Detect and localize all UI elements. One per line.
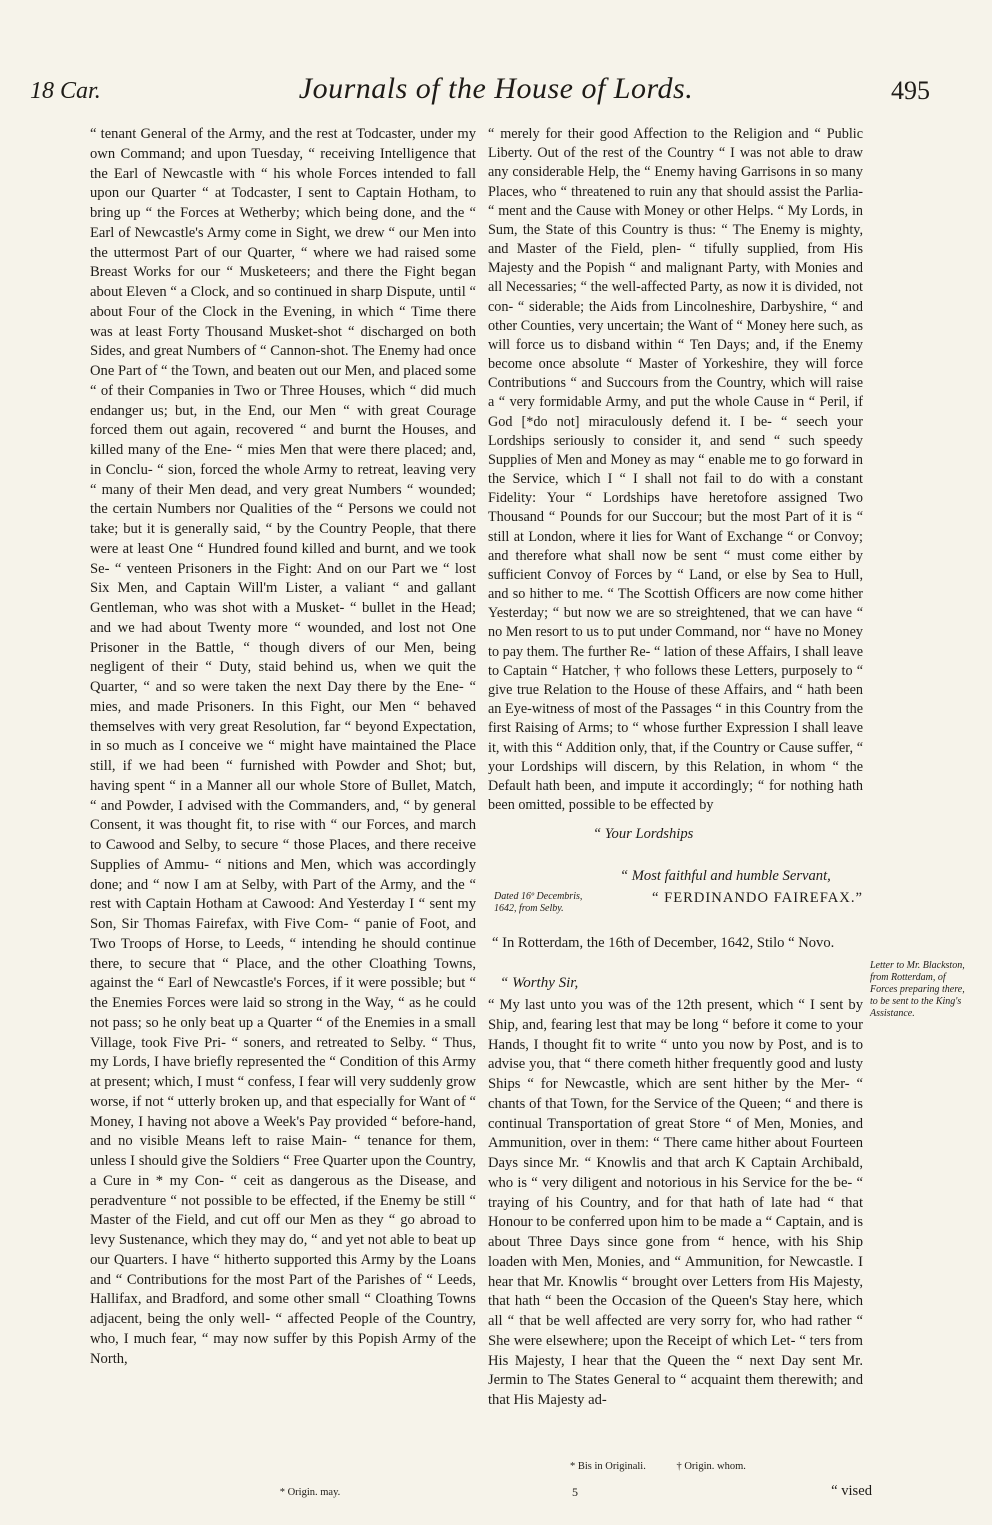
footnote-bis: * Bis in Originali. [570, 1461, 646, 1472]
column-left-text [90, 125, 476, 1369]
letter2-body [488, 996, 863, 1411]
margin-note: Letter to Mr. Blackston, from Rotterdam, of Forces preparing there, to be sent to the King's Assistance. [870, 960, 965, 1019]
your-lordships: “ Your Lordships [593, 826, 694, 842]
page-header [0, 68, 992, 118]
letter-closing [488, 824, 863, 844]
footnotes-col2 [570, 1461, 800, 1472]
closing-servant: “ Most faithful and humble Servant, [620, 868, 831, 884]
letter1-body-part2: “ merely for their good Affection to the Religion and “ Public Liberty. Out of the rest of the Country “ I was not able to draw any considerable Help, the “ Enemy having Garrisons in so many Places, who “ threatened to ruin any that should assist the Parlia- “ ment and the Cause with Money or other Helps. “ My Lords, in Sum, the State of this Country is thus: “ The Enemy is mighty, and Master of the Field, plen- “ tifully supplied, from His Majesty and the Popish “ and malignant Party, with Monies and all Necessaries; “ the well-affected Party, as now it is divided, not con- “ siderable; the Aids from Lincolneshire, Darbyshire, “ and other Counties, very uncertain; the Want of “ Money here such, as will force us to disband within “ Ten Days; and, if the Enemy become once absolute “ Master of Yorkeshire, they will force Contributions “ and Succours from the Country, which will raise a “ very formidable Army, and put the whole Cause in “ Peril, if God [*do not] miraculously defend it. I be- “ seech your Lordships seriously to consider it, and send “ such speedy Supplies of Men and Money as may “ enable me to go forward in the Service, which I “ I shall not fail to do with a constant Fidelity: Your “ Lordships have heretofore assigned Two Thousand “ Pounds for our Succour; but the most Part of it is “ still at London, where it lies for Want of Exchange “ or Convoy; and therefore what shall now be sent “ must come either by sufficient Convoy of Forces by “ Land, or else by Sea to Hull, and so hither to me. “ The Scottish Officers are now come hither Yesterday; “ but now we are so streightened, that we can have “ no Men resort to us to put under Command, nor “ have no Money to pay them. The further Re- “ lation of these Affairs, I shall leave to Captain “ Hatcher, † who follows these Letters, purposely to “ give true Relation to the House of these Affairs, and “ hath been an Eye-witness of most of the Passages “ in this Country from the first Raising of Arms; to “ whose further Expression I shall leave it, with this “ Addition only, that, if the Country or Cause suffer, “ your Lordships will discern, by this Relation, in whom “ the Default hath been, and impute it accordingly; “ for nothing hath been omitted, possible to be effected by [488, 126, 863, 814]
dated-note: Dated 16º Decembris, 1642, from Selby. [494, 891, 583, 914]
letter2-salutation: “ Worthy Sir, [500, 975, 579, 991]
letter2-body-text: “ My last unto you was of the 12th present, which “ I sent by Ship, and, fearing lest that may be long “ before it come to your Hands, I thought fit to write “ unto you now by Post, and is to advise you, that “ there cometh hither frequently good and lusty Ships “ for Newcastle, which are sent hither by the Mer- “ chants of that Town, for the Service of the Queen; “ and there is continual Transportation of great Store “ of Men, Monies, and Ammunition, over in them: “ There came hither about Fourteen Days since Mr. “ Knowlis and that arch K Captain Archibald, who is “ very diligent and notorious in his Service for the be- “ traying of his Country, and for that hath of late had “ that Honour to be conferred upon him to be made a “ Captain, and is about Three Days since gone from “ hence, with his Ship loaden with Men, Monies, and “ Ammunition, for Newcastle. I hear that Mr. Knowlis “ brought over Letters from His Majesty, that hath “ been the Occasion of the Queen's Stay here, which all “ that be well affected are very sorry for, who had rather “ She were elsewhere; upon the Receipt of which Let- “ ters from His Majesty, I hear that the Queen the “ next Day sent Mr. Jermin to The States General to “ acquaint them therewith; and that His Majesty ad- [488, 997, 863, 1408]
column-right-text [488, 125, 863, 815]
footnote-col1: * Origin. may. [279, 1487, 341, 1498]
signature-fairefax: “ FERDINANDO FAIREFAX.” [652, 890, 863, 906]
letter1-body-part1: “ tenant General of the Army, and the rest at Todcaster, under my own Command; and upon Tuesday, “ receiving Intelligence that the Earl of Newcastle with “ his whole Forces intended to fall upon our Quarter “ at Todcaster, I sent to Captain Hotham, to bring up “ the Forces at Wetherby; which being done, and the “ Earl of Newcastle's Army come in Sight, we drew “ our Men into the uttermost Part of our Quarter, “ where we had raised some Breast Works for our “ Musketeers; and there the Fight began about Eleven “ a Clock, and so continued in sharp Dispute, until “ about Four of the Clock in the Evening, in which “ Time there was at least Forty Thousand Musket-shot “ discharged on both Sides, and great Numbers of “ Cannon-shot. The Enemy had once One Part of “ the Town, and beaten out our Men, and placed some “ of their Companies in Two or Three Houses, which “ did much endanger us; but, in the End, our Men “ with great Courage forced them out again, recovered “ and burnt the Houses, and killed many of the Ene- “ mies Men that were there placed; and, in Conclu- “ sion, forced the whole Army to retreat, leaving very “ many of their Men dead, and very great Numbers “ wounded; the certain Numbers nor Qualities of the “ Persons we could not take; but it is generally said, “ by the Country People, that there were at least One “ Hundred found killed and burnt, and we took Se- “ venteen Prisoners in the Fight: And on our Part we “ lost Six Men, and Captain Will'm Lister, a valiant “ and gallant Gentleman, who was shot with a Musket- “ bullet in the Head; and we had about Twenty more “ wounded, and lost not One Prisoner in the Battle, “ though divers of our Men, being negligent of their “ Duty, staid behind us, when we quit the Quarter, “ and so were taken the next Day there by the Ene- “ mies, and made Prisoners. In this Fight, our Men “ behaved themselves with very great Resolution, far “ beyond Expectation, in so much as I conceive we “ might have maintained the Place still, if we had been “ furnished with Powder and Shot; but, having spent “ in a Manner all our whole Store of Bullet, Match, “ and Powder, I advised with the Commanders, and, “ by general Consent, it was thought fit, to rise with “ our Forces, and march to Cawood and Selby, to secure “ those Places, and there receive Supplies of Ammu- “ nitions and Men, which was accordingly done; and “ now I am at Selby, with Part of the Army, and the “ rest with Captain Hotham at Cawood: And Yesterday I “ sent my Son, Sir Thomas Fairefax, with Five Com- “ panie of Foot, and Two Troops of Horse, to Leeds, “ intending he should continue there, to secure that “ Place, and the other Cloathing Towns, against the “ Earl of Newcastle's Forces, if it were possible; but “ the Enemies Forces were laid so strong in the Way, “ as he could not pass; so he only beat up a Quarter “ of the Enemies in a small Village, took Five Pri- “ soners, and retreated to Selby. “ Thus, my Lords, I have briefly represented the “ Condition of this Army at present; which, I must “ confess, I fear will very suddenly grow worse, if not “ utterly broken up, and that especially for Want of “ Money, I having not above a Week's Pay provided “ before-hand, and no visible Means left to raise Main- “ tenance for them, unless I should give the Soldiers “ Free Quarter upon the Country, a Cure in * my Con- “ ceit as dangerous as the Disease, and peradventure “ not possible to be effected, if the Enemy be still “ Master of the Field, and cut off our Men as they “ go abroad to levy Sustenance, which they may do, “ and yet not able to beat up our Quarters. I have “ hitherto supported this Army by the Loans and “ Contributions for the most Part of the Parishes of “ Leeds, Hallifax, and Bradford, and some other small “ Cloathing Towns adjacent, being the only well- “ affected People of the Country, who, I much fear, “ may now suffer by this Popish Army of the North, [90, 126, 476, 1367]
footnote-whom: † Origin. whom. [676, 1461, 746, 1472]
letter2-dateline: “ In Rotterdam, the 16th of December, 1642, Stilo “ Novo. [492, 935, 835, 951]
running-title: Journals of the House of Lords. [298, 72, 694, 105]
catchword: “ vised [831, 1483, 872, 1499]
regnal-year: 18 Car. [30, 78, 101, 104]
page-number: 495 [891, 76, 930, 105]
signature-mark: 5 [572, 1485, 578, 1499]
